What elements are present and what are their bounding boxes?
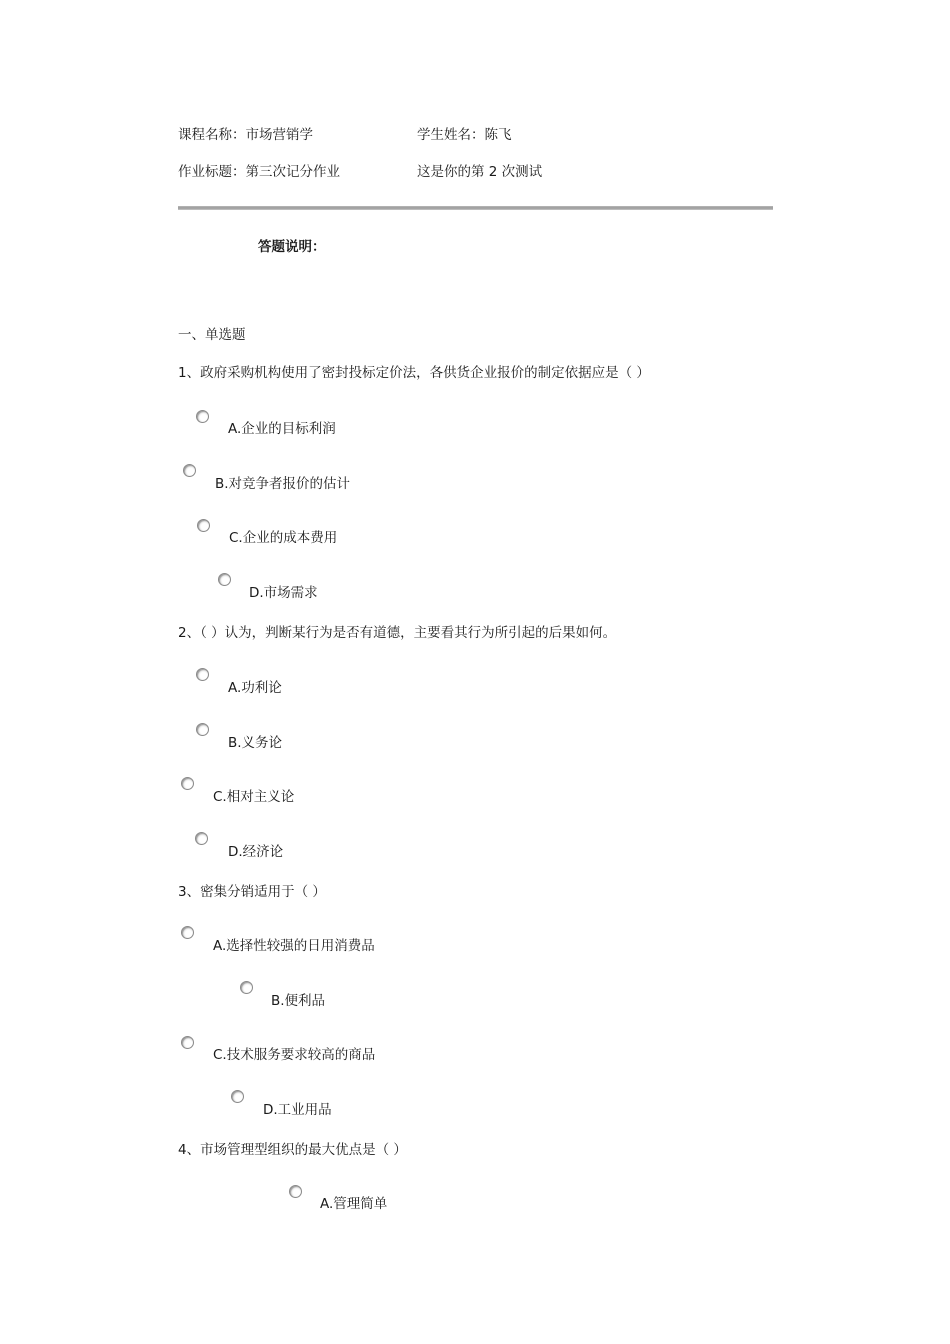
question-3-option-a-label: A.选择性较强的日用消费品 (213, 938, 375, 954)
question-1-text: 1、政府采购机构使用了密封投标定价法，各供货企业报价的制定依据应是（ ） (178, 365, 650, 381)
question-2-option-b-label: B.义务论 (228, 735, 283, 751)
question-1-option-b-label: B.对竞争者报价的估计 (215, 476, 351, 492)
question-3-option-d-label: D.工业用品 (263, 1102, 332, 1118)
question-3-option-b-radio[interactable] (240, 981, 253, 994)
question-1-option-b-radio[interactable] (183, 464, 196, 477)
question-4-text: 4、市场管理型组织的最大优点是（ ） (178, 1142, 407, 1158)
question-2-option-d-label: D.经济论 (228, 844, 284, 860)
question-2-option-a-radio[interactable] (196, 668, 209, 681)
question-3-option-a-radio[interactable] (181, 926, 194, 939)
question-3-option-d-radio[interactable] (231, 1090, 244, 1103)
question-1-option-a-radio[interactable] (196, 410, 209, 423)
student-name: 学生姓名：陈飞 (417, 127, 512, 143)
question-2-text: 2、（ ）认为，判断某行为是否有道德，主要看其行为所引起的后果如何。 (178, 625, 617, 641)
question-3-option-b-label: B.便利品 (271, 993, 326, 1009)
instructions-title: 答题说明： (258, 239, 326, 255)
question-3-option-c-radio[interactable] (181, 1036, 194, 1049)
question-4-option-a-label: A.管理简单 (320, 1196, 388, 1212)
question-3-text: 3、密集分销适用于（ ） (178, 884, 326, 900)
assignment-title: 作业标题：第三次记分作业 (178, 164, 340, 180)
course-name: 课程名称：市场营销学 (178, 127, 313, 143)
question-1-option-c-label: C.企业的成本费用 (229, 530, 338, 546)
question-3-option-c-label: C.技术服务要求较高的商品 (213, 1047, 376, 1063)
question-2-option-c-radio[interactable] (181, 777, 194, 790)
question-1-option-a-label: A.企业的目标利润 (228, 421, 336, 437)
header-divider (178, 206, 773, 210)
question-1-option-c-radio[interactable] (197, 519, 210, 532)
attempt-count: 这是你的第 2 次测试 (417, 164, 543, 180)
question-2-option-d-radio[interactable] (195, 832, 208, 845)
question-2-option-a-label: A.功利论 (228, 680, 282, 696)
question-1-option-d-label: D.市场需求 (249, 585, 318, 601)
question-2-option-c-label: C.相对主义论 (213, 789, 295, 805)
section-title: 一、单选题 (178, 327, 246, 343)
question-1-option-d-radio[interactable] (218, 573, 231, 586)
question-2-option-b-radio[interactable] (196, 723, 209, 736)
question-4-option-a-radio[interactable] (289, 1185, 302, 1198)
